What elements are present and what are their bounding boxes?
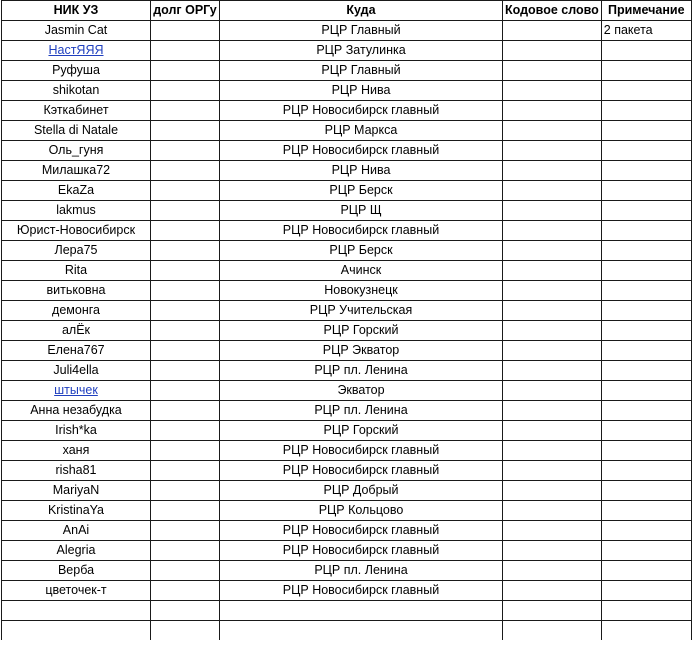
code-cell[interactable] [503,281,602,301]
code-cell[interactable] [503,541,602,561]
where-cell[interactable]: Новокузнецк [220,281,503,301]
where-cell[interactable]: РЦР Горский [220,321,503,341]
debt-cell[interactable] [151,481,220,501]
nick-cell[interactable]: витьковна [2,281,151,301]
table-row [2,561,692,581]
note-cell[interactable] [601,81,691,101]
code-cell[interactable] [503,501,602,521]
where-cell[interactable]: РЦР Новосибирск главный [220,141,503,161]
where-cell[interactable]: РЦР пл. Ленина [220,401,503,421]
where-cell[interactable]: РЦР пл. Ленина [220,561,503,581]
code-cell[interactable] [503,581,602,601]
nick-cell[interactable]: EkaZa [2,181,151,201]
where-cell[interactable]: РЦР Щ [220,201,503,221]
debt-cell[interactable] [151,41,220,61]
note-cell[interactable] [601,181,691,201]
code-cell[interactable] [503,61,602,81]
table-row [2,301,692,321]
table-row [2,281,692,301]
nick-cell[interactable]: Оль_гуня [2,141,151,161]
where-cell[interactable]: РЦР Нива [220,81,503,101]
table-body [2,21,692,641]
where-cell[interactable]: РЦР Новосибирск главный [220,541,503,561]
note-cell[interactable] [601,301,691,321]
nick-cell[interactable]: shikotan [2,81,151,101]
where-cell[interactable]: РЦР Главный [220,61,503,81]
debt-cell[interactable] [151,161,220,181]
debt-cell[interactable] [151,341,220,361]
nick-cell[interactable]: Милашка72 [2,161,151,181]
nick-cell[interactable]: Лера75 [2,241,151,261]
where-cell[interactable]: РЦР пл. Ленина [220,361,503,381]
debt-cell[interactable] [151,261,220,281]
header-code: Кодовое слово [503,1,602,21]
where-cell[interactable]: РЦР Кольцово [220,501,503,521]
debt-cell[interactable] [151,301,220,321]
debt-cell[interactable] [151,141,220,161]
nick-cell[interactable] [2,41,151,61]
table-row [2,41,692,61]
note-cell[interactable] [601,501,691,521]
nick-cell[interactable]: Juli4ella [2,361,151,381]
table-row [2,61,692,81]
nick-cell[interactable]: MariyaN [2,481,151,501]
where-cell[interactable]: РЦР Новосибирск главный [220,461,503,481]
nick-cell[interactable]: risha81 [2,461,151,481]
header-row [2,1,692,21]
note-cell[interactable]: 2 пакета [601,21,691,41]
where-cell[interactable]: РЦР Добрый [220,481,503,501]
code-cell[interactable] [503,101,602,121]
debt-cell[interactable] [151,581,220,601]
nick-cell[interactable]: lakmus [2,201,151,221]
code-cell[interactable] [503,441,602,461]
table-row [2,521,692,541]
where-cell[interactable]: РЦР Главный [220,21,503,41]
table-row [2,541,692,561]
debt-cell[interactable] [151,461,220,481]
where-cell[interactable]: РЦР Экватор [220,341,503,361]
note-cell[interactable] [601,441,691,461]
code-cell[interactable] [503,321,602,341]
table-row [2,481,692,501]
note-cell[interactable] [601,261,691,281]
code-cell[interactable] [503,401,602,421]
where-cell[interactable]: РЦР Новосибирск главный [220,101,503,121]
debt-cell[interactable] [151,241,220,261]
where-cell[interactable]: Экватор [220,381,503,401]
debt-cell[interactable] [151,221,220,241]
code-cell[interactable] [503,121,602,141]
code-cell[interactable] [503,601,602,621]
debt-cell[interactable] [151,321,220,341]
nick-cell[interactable]: Руфуша [2,61,151,81]
debt-cell[interactable] [151,121,220,141]
trailing-row [2,621,692,641]
nick-cell[interactable]: Rita [2,261,151,281]
code-cell[interactable] [503,21,602,41]
debt-cell[interactable] [151,541,220,561]
note-cell[interactable] [601,481,691,501]
code-cell[interactable] [503,261,602,281]
nick-cell[interactable]: Верба [2,561,151,581]
debt-cell[interactable] [151,421,220,441]
table-row [2,361,692,381]
where-cell[interactable]: РЦР Горский [220,421,503,441]
note-cell[interactable] [601,281,691,301]
code-cell[interactable] [503,201,602,221]
debt-cell[interactable] [151,21,220,41]
nick-cell[interactable]: Stella di Natale [2,121,151,141]
table-row [2,181,692,201]
empty-row [2,601,692,621]
nick-cell[interactable] [2,381,151,401]
debt-cell[interactable] [151,281,220,301]
debt-cell [151,621,220,641]
code-cell[interactable] [503,181,602,201]
note-cell[interactable] [601,241,691,261]
table-row [2,501,692,521]
where-cell[interactable]: РЦР Нива [220,161,503,181]
code-cell[interactable] [503,161,602,181]
nick-cell[interactable]: AnAi [2,521,151,541]
nick-cell[interactable]: демонга [2,301,151,321]
code-cell[interactable] [503,521,602,541]
code-cell[interactable] [503,141,602,161]
note-cell[interactable] [601,141,691,161]
header-where: Куда [220,1,503,21]
debt-cell[interactable] [151,81,220,101]
code-cell[interactable] [503,221,602,241]
table-row [2,201,692,221]
table-row [2,261,692,281]
nick-cell[interactable]: Кэткабинет [2,101,151,121]
code-cell[interactable] [503,381,602,401]
code-cell[interactable] [503,481,602,501]
nick-cell [2,621,151,641]
note-cell[interactable] [601,121,691,141]
nick-cell[interactable]: Елена767 [2,341,151,361]
note-cell[interactable] [601,521,691,541]
table-row [2,381,692,401]
where-cell[interactable]: РЦР Новосибирск главный [220,441,503,461]
note-cell[interactable] [601,581,691,601]
where-cell[interactable]: РЦР Новосибирск главный [220,521,503,541]
table-row [2,121,692,141]
debt-cell[interactable] [151,201,220,221]
note-cell[interactable] [601,101,691,121]
note-cell[interactable] [601,321,691,341]
note-cell[interactable] [601,201,691,221]
nick-cell[interactable]: Jasmin Cat [2,21,151,41]
note-cell[interactable] [601,421,691,441]
where-cell [220,621,503,641]
table-row [2,101,692,121]
note-cell[interactable] [601,401,691,421]
note-cell[interactable] [601,341,691,361]
note-cell[interactable] [601,61,691,81]
nick-cell[interactable]: алЁк [2,321,151,341]
note-cell[interactable] [601,461,691,481]
debt-cell[interactable] [151,61,220,81]
note-cell[interactable] [601,561,691,581]
code-cell[interactable] [503,241,602,261]
table-row [2,141,692,161]
table-row [2,221,692,241]
where-cell[interactable]: РЦР Затулинка [220,41,503,61]
note-cell[interactable] [601,161,691,181]
debt-cell[interactable] [151,101,220,121]
code-cell[interactable] [503,81,602,101]
where-cell[interactable]: РЦР Новосибирск главный [220,581,503,601]
table-row [2,321,692,341]
header-nick: НИК УЗ [2,1,151,21]
code-cell[interactable] [503,341,602,361]
table-row [2,461,692,481]
table-row [2,421,692,441]
orders-table [1,0,692,640]
nick-cell[interactable]: Анна незабудка [2,401,151,421]
header-debt: долг ОРГу [151,1,220,21]
nick-link[interactable]: штычек [54,383,98,397]
where-cell[interactable]: РЦР Учительская [220,301,503,321]
debt-cell[interactable] [151,381,220,401]
where-cell[interactable]: Ачинск [220,261,503,281]
debt-cell[interactable] [151,361,220,381]
table-row [2,581,692,601]
note-cell[interactable] [601,221,691,241]
table-row [2,81,692,101]
code-cell[interactable] [503,301,602,321]
where-cell[interactable]: РЦР Берск [220,181,503,201]
debt-cell[interactable] [151,501,220,521]
note-cell [601,621,691,641]
debt-cell[interactable] [151,561,220,581]
nick-cell[interactable]: Юрист-Новосибирск [2,221,151,241]
nick-link[interactable]: НастЯЯЯ [48,43,104,57]
debt-cell[interactable] [151,521,220,541]
note-cell[interactable] [601,41,691,61]
note-cell[interactable] [601,381,691,401]
table-row [2,161,692,181]
debt-cell[interactable] [151,441,220,461]
nick-cell[interactable]: Irish*ka [2,421,151,441]
code-cell[interactable] [503,561,602,581]
note-cell[interactable] [601,541,691,561]
table-row [2,401,692,421]
where-cell[interactable]: РЦР Новосибирск главный [220,221,503,241]
table-row [2,241,692,261]
note-cell[interactable] [601,601,691,621]
code-cell [503,621,602,641]
code-cell[interactable] [503,461,602,481]
table-row [2,441,692,461]
table-row [2,21,692,41]
nick-cell[interactable]: цветочек-т [2,581,151,601]
header-note: Примечание [601,1,691,21]
code-cell[interactable] [503,41,602,61]
where-cell[interactable] [220,601,503,621]
note-cell[interactable] [601,361,691,381]
nick-cell[interactable]: Alegria [2,541,151,561]
code-cell[interactable] [503,361,602,381]
table-row [2,341,692,361]
debt-cell[interactable] [151,401,220,421]
where-cell[interactable]: РЦР Берск [220,241,503,261]
nick-cell[interactable]: KristinaYa [2,501,151,521]
debt-cell[interactable] [151,601,220,621]
nick-cell[interactable]: ханя [2,441,151,461]
code-cell[interactable] [503,421,602,441]
nick-cell[interactable] [2,601,151,621]
where-cell[interactable]: РЦР Маркса [220,121,503,141]
debt-cell[interactable] [151,181,220,201]
